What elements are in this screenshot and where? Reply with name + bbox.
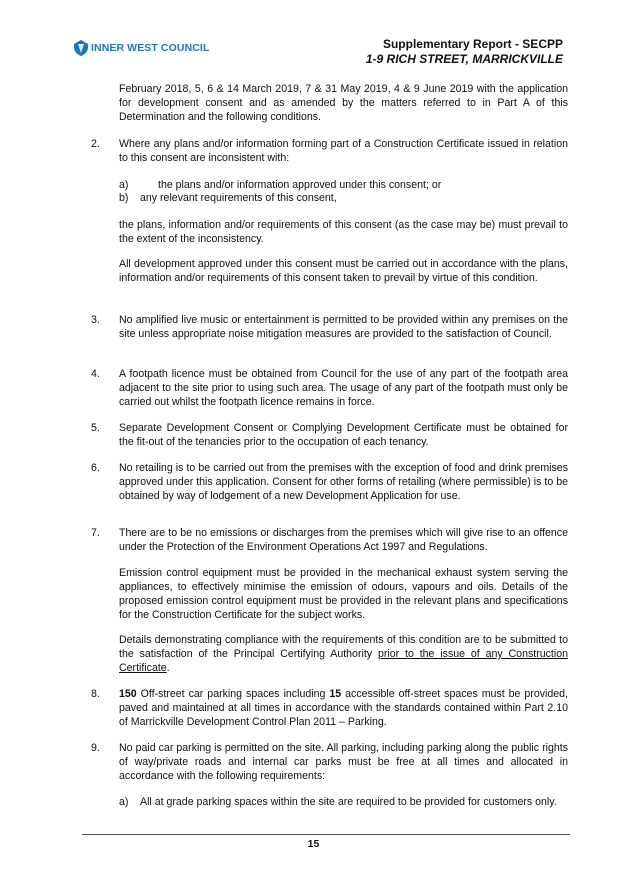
condition-5-text: Separate Development Consent or Complying Development Certificate must be obtained for the fit-out of the tenancies prior to the occupation of each tenancy. (119, 422, 568, 448)
condition-8-number: 8. (91, 688, 100, 700)
construction-certificate-timing: prior to the issue of any Construction Certificate (119, 647, 568, 674)
condition-8-rest: accessible off-street spaces must be provided, paved and maintained at all times in accordance with the standards contained within Part 2.10 of Marrickville Development Control Plan 2011 – Parking. (119, 688, 568, 728)
condition-7-paragraph-2: Emission control equipment must be provided in the mechanical exhaust system serving the appliances, to effectively minimise the emission of odours, vapours and oils. Details of the proposed emission control equipment must be provided in the relevant plans and specifications for the Construction Certificate for the subject works. (119, 567, 568, 621)
condition-9-a-label: a) (119, 796, 129, 808)
condition-2-a-label: a) (119, 179, 129, 191)
condition-8-mid: Off-street car parking spaces including (136, 688, 330, 700)
condition-7-p3-start: Details demonstrating compliance with the requirements of this condition are to be submitted to the satisfaction of the Principal Certifying Authority (119, 634, 568, 660)
inner-west-council-logo-icon (74, 40, 88, 56)
page-number: 15 (307, 838, 320, 850)
condition-2-a-text: the plans and/or information approved under this consent; or (158, 179, 442, 191)
condition-9-number: 9. (91, 742, 100, 754)
condition-7-paragraph-3 (119, 634, 568, 676)
report-title: Supplementary Report - SECPP (382, 37, 563, 51)
accessible-spaces-count: 15 (329, 688, 342, 700)
report-subtitle: 1-9 RICH STREET, MARRICKVILLE (365, 52, 563, 66)
condition-2-b-text: any relevant requirements of this consent, (140, 192, 337, 204)
condition-9-a-text: All at grade parking spaces within the site are required to be provided for customers only. (140, 796, 557, 808)
condition-7-p3-end: . (166, 661, 170, 674)
condition-2-paragraph-3: All development approved under this consent must be carried out in accordance with the plans, information and/or requirements of this consent taken to prevail by virtue of this condition. (119, 258, 568, 284)
condition-5-number: 5. (91, 422, 100, 434)
condition-4-text: A footpath licence must be obtained from Council for the use of any part of the footpath area adjacent to the site prior to using such area. The usage of any part of the footpath must only be carried out whilst the footpath licence remains in force. (119, 368, 568, 408)
condition-3-text: No amplified live music or entertainment is permitted to be provided within any premises on the site unless appropriate noise mitigation measures are provided to the satisfaction of Council. (119, 314, 568, 340)
condition-8-text (119, 688, 568, 730)
footer-divider (82, 834, 570, 835)
condition-6-number: 6. (91, 462, 100, 474)
condition-2-paragraph-2: the plans, information and/or requirements of this consent (as the case may be) must prevail to the extent of the inconsistency. (119, 219, 568, 245)
condition-4-number: 4. (91, 368, 100, 380)
condition-9-text: No paid car parking is permitted on the site. All parking, including parking along the public rights of way/private roads and internal car parks must be free at all times and allocated in accordance with the following requirements: (119, 742, 568, 782)
condition-7-text: There are to be no emissions or discharges from the premises which will give rise to an offence under the Protection of the Environment Operations Act 1997 and Regulations. (119, 527, 568, 553)
condition-2-text: Where any plans and/or information forming part of a Construction Certificate issued in relation to this consent are inconsistent with: (119, 138, 568, 164)
parking-spaces-count: 150 (119, 688, 137, 700)
condition-2-b-label: b) (119, 192, 129, 204)
logo-text: INNER WEST COUNCIL (91, 42, 210, 54)
condition-2-number: 2. (91, 138, 100, 150)
condition-7-number: 7. (91, 527, 100, 539)
intro-paragraph: February 2018, 5, 6 & 14 March 2019, 7 & 31 May 2019, 4 & 9 June 2019 with the application for development consent and as amended by the matters referred to in Part A of this Determination and the following conditions. (119, 83, 568, 123)
council-logo (74, 40, 209, 56)
condition-6-text: No retailing is to be carried out from the premises with the exception of food and drink premises approved under this application. Consent for other forms of retailing (where permissible) is to be obtained by way of lodgement of a new Development Application for use. (119, 462, 568, 502)
report-header (366, 37, 563, 67)
condition-3-number: 3. (91, 314, 100, 326)
